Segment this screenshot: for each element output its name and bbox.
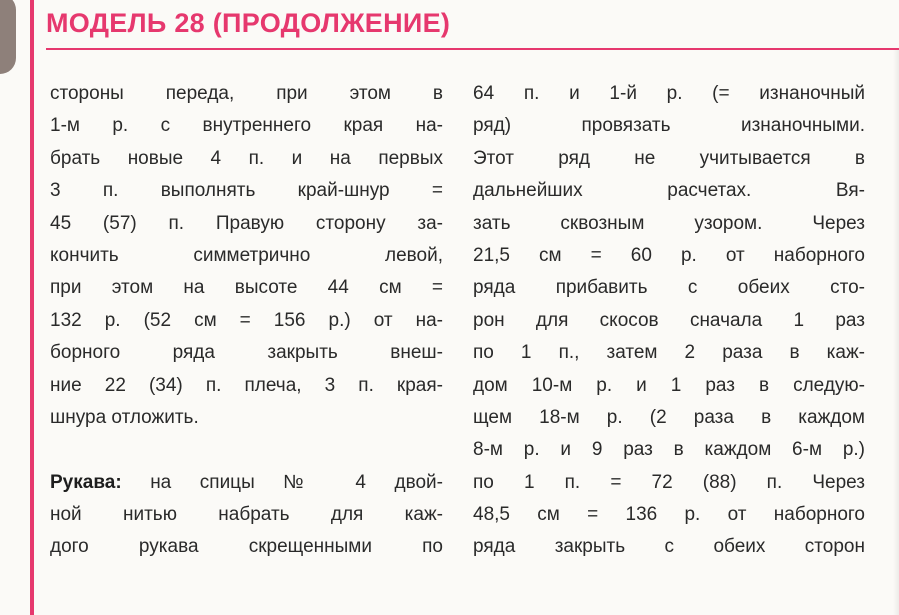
text-line: 21,5 см = 60 р. от наборного [473, 244, 865, 266]
text-line: 1-м р. с внутреннего края на- [50, 115, 443, 137]
sleeve-paragraph-first-line [50, 467, 443, 499]
text-line: ние 22 (34) п. плеча, 3 п. края- [50, 374, 443, 396]
text-line: дальнейших расчетах. Вя- [473, 180, 865, 202]
text-line: ряда прибавить с обеих сто- [473, 277, 865, 299]
accent-margin-bar [30, 0, 34, 615]
text-column-right [473, 78, 865, 564]
text-line: дого рукава скрещенными по [50, 536, 443, 558]
text-line: борного ряда закрыть внеш- [50, 342, 443, 364]
text-line: 3 п. выполнять край-шнур = [50, 180, 443, 202]
text-line: 48,5 см = 136 р. от наборного [473, 504, 865, 526]
text-line: при этом на высоте 44 см = [50, 277, 443, 299]
header-divider [46, 48, 899, 50]
text-line: стороны переда, при этом в [50, 83, 443, 104]
text-line: дом 10-м р. и 1 раз в следую- [473, 374, 865, 396]
text-line: шнура отложить. [50, 406, 199, 428]
sleeve-heading: Рукава: [50, 471, 122, 493]
text-fragment: на спицы № 4 двой- [150, 471, 444, 493]
corner-binding-mark [0, 0, 16, 74]
text-line: 64 п. и 1-й р. (= изнаночный [473, 83, 865, 104]
text-line: ряд) провязать изнаночными. [473, 115, 865, 137]
text-line: кончить симметрично левой, [50, 244, 443, 266]
page-title: МОДЕЛЬ 28 (ПРОДОЛЖЕНИЕ) [46, 7, 451, 38]
text-line: по 1 п. = 72 (88) п. Через [473, 471, 865, 493]
text-line: рон для скосов сначала 1 раз [473, 309, 865, 331]
text-line: брать новые 4 п. и на первых [50, 147, 443, 169]
paragraph-gap [50, 434, 443, 466]
page-edge-shadow [893, 50, 899, 615]
text-line: ной нитью набрать для каж- [50, 504, 443, 526]
text-line: 132 р. (52 см = 156 р.) от на- [50, 309, 443, 331]
text-line: Этот ряд не учитывается в [473, 147, 865, 169]
text-line: зать сквозным узором. Через [473, 212, 865, 234]
page-header [46, 0, 450, 46]
text-column-left [50, 78, 443, 564]
text-line: 45 (57) п. Правую сторону за- [50, 212, 443, 234]
text-line: щем 18-м р. (2 раза в каждом [473, 406, 865, 428]
text-line: 8-м р. и 9 раз в каждом 6-м р.) [473, 439, 865, 461]
text-line: по 1 п., затем 2 раза в каж- [473, 342, 865, 364]
text-line: ряда закрыть с обеих сторон [473, 536, 865, 558]
